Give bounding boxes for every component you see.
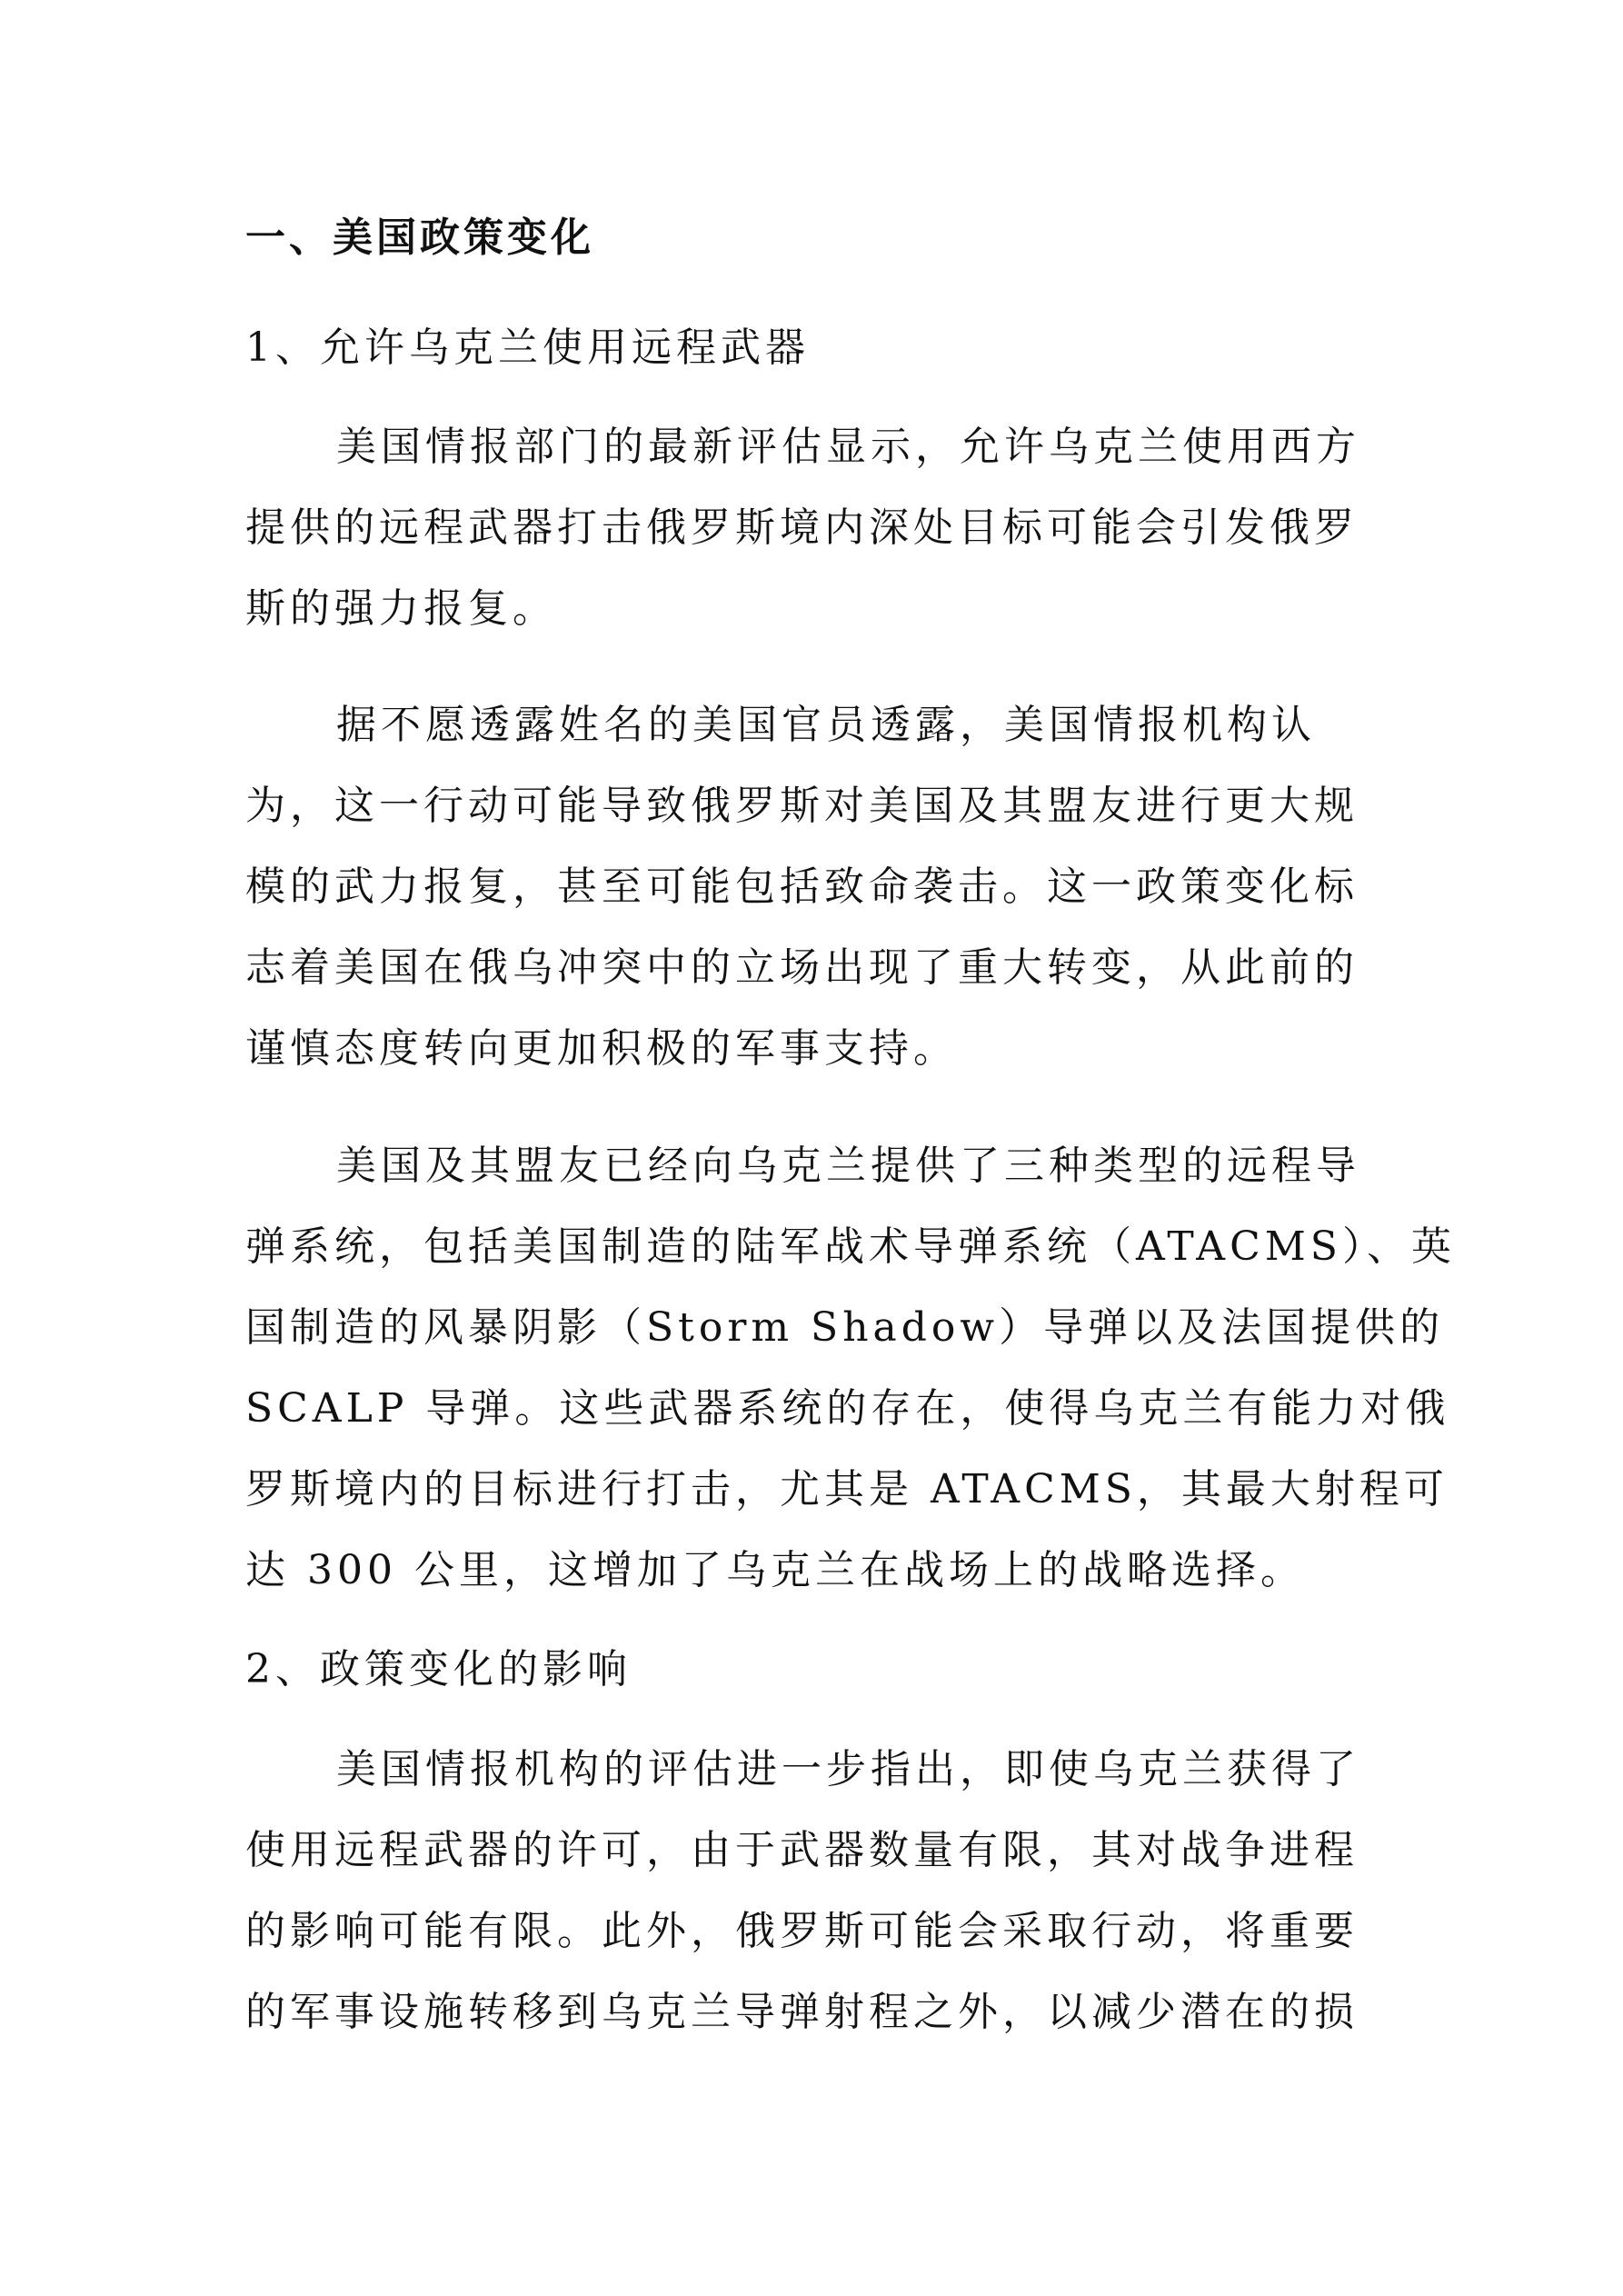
paragraph-1-line-2: 提供的远程武器打击俄罗斯境内深处目标可能会引发俄罗 (245, 504, 1359, 551)
section-heading: 一、美国政策变化 (245, 215, 594, 261)
paragraph-3-line-4: SCALP 导弹。这些武器系统的存在，使得乌克兰有能力对俄 (245, 1385, 1450, 1432)
paragraph-2-line-5: 谨慎态度转向更加积极的军事支持。 (245, 1025, 958, 1072)
paragraph-1-line-1: 美国情报部门的最新评估显示，允许乌克兰使用西方 (336, 424, 1360, 470)
paragraph-4-line-4: 的军事设施转移到乌克兰导弹射程之外，以减少潜在的损 (245, 1989, 1359, 2035)
paragraph-4-line-2: 使用远程武器的许可，由于武器数量有限，其对战争进程 (245, 1827, 1359, 1873)
paragraph-3-line-1: 美国及其盟友已经向乌克兰提供了三种类型的远程导 (336, 1143, 1360, 1189)
paragraph-4-line-3: 的影响可能有限。此外，俄罗斯可能会采取行动，将重要 (245, 1908, 1359, 1954)
paragraph-2-line-1: 据不愿透露姓名的美国官员透露，美国情报机构认 (336, 702, 1316, 748)
paragraph-1-line-3: 斯的强力报复。 (245, 585, 557, 632)
paragraph-2-line-4: 志着美国在俄乌冲突中的立场出现了重大转变，从此前的 (245, 944, 1359, 991)
paragraph-3-line-2: 弹系统，包括美国制造的陆军战术导弹系统（ATACMS）、英 (245, 1223, 1456, 1270)
paragraph-2-line-3: 模的武力报复，甚至可能包括致命袭击。这一政策变化标 (245, 863, 1359, 910)
paragraph-2-line-2: 为，这一行动可能导致俄罗斯对美国及其盟友进行更大规 (245, 783, 1359, 829)
subsection-title-1: 1、允许乌克兰使用远程武器 (245, 324, 810, 371)
paragraph-3-line-5: 罗斯境内的目标进行打击，尤其是 ATACMS，其最大射程可 (245, 1466, 1449, 1512)
paragraph-3-line-6: 达 300 公里，这增加了乌克兰在战场上的战略选择。 (245, 1547, 1305, 1593)
subsection-title-2: 2、政策变化的影响 (245, 1646, 632, 1692)
paragraph-3-line-3: 国制造的风暴阴影（Storm Shadow）导弹以及法国提供的 (245, 1304, 1445, 1351)
paragraph-4-line-1: 美国情报机构的评估进一步指出，即使乌克兰获得了 (336, 1746, 1360, 1792)
